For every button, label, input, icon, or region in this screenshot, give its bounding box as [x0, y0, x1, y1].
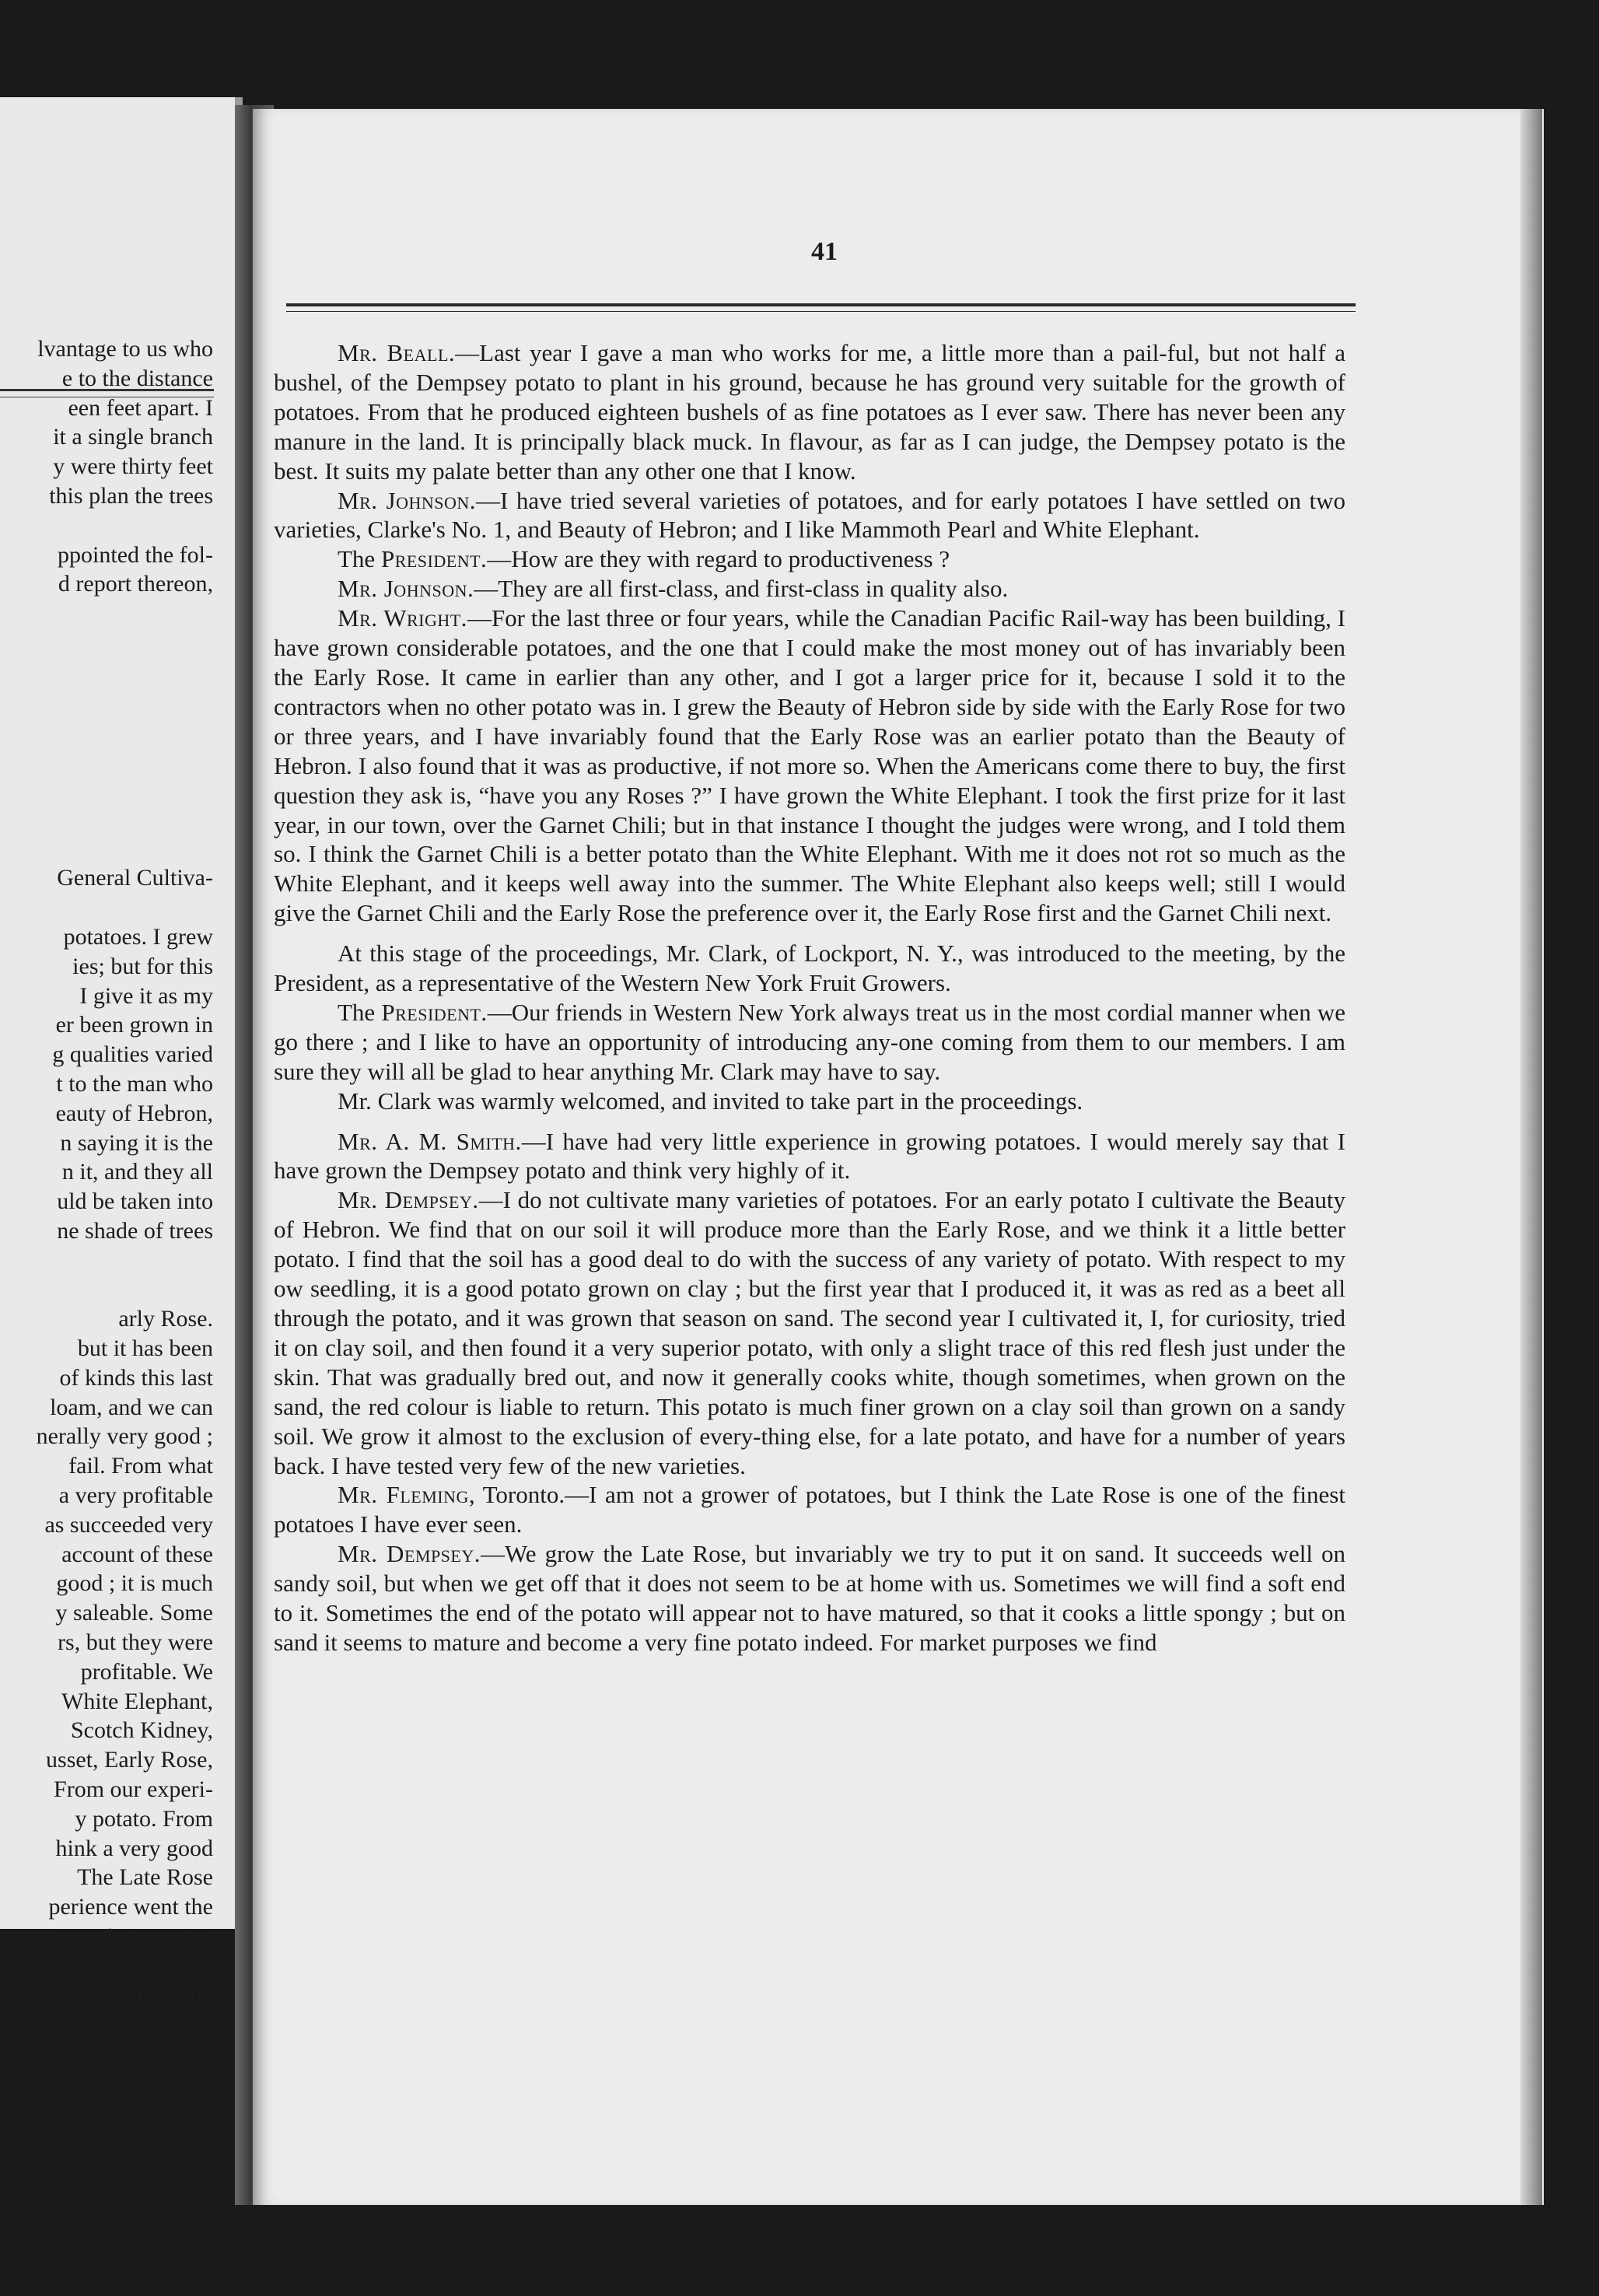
left-page-line: [0, 599, 213, 628]
left-page-line: as succeeded very: [44, 1511, 213, 1538]
left-page-line: [0, 775, 213, 805]
paragraph: [274, 1087, 1345, 1116]
paragraph-text: —Our friends in Western New York always treat us in the most cordial manner when we go there ; and I like to have an opportunity of introducing any-one coming from them to our members. I am sure they will all be glad to hear anything Mr. Clark may have to say.: [274, 998, 1345, 1085]
left-page-line: [0, 893, 213, 922]
left-page-line: arly Rose.: [118, 1306, 213, 1332]
page-edge: [1520, 109, 1542, 2205]
speaker-name: Mr. Dempsey.: [338, 1540, 481, 1568]
left-page-line: ies; but for this: [72, 953, 213, 979]
paragraph: [274, 998, 1345, 1087]
left-page-line: loam, and we can: [50, 1394, 213, 1420]
left-page-line: ne shade of trees: [57, 1217, 213, 1244]
left-page-line: [0, 805, 213, 835]
speaker-name: Mr. Johnson.: [338, 486, 477, 514]
left-page-line: Scotch Kidney,: [70, 1717, 213, 1744]
left-page-line: White Elephant,: [61, 1688, 213, 1714]
left-page-line: e to the distance: [61, 365, 213, 391]
paragraph: [274, 574, 1345, 604]
left-page-line: hink a very good: [55, 1835, 213, 1861]
left-page-line: fail. From what: [68, 1453, 213, 1479]
left-page-line: [0, 511, 213, 541]
speaker-name: Mr. Johnson.: [338, 575, 474, 603]
header-rule-thin: [286, 311, 1356, 312]
left-page: [0, 97, 243, 2038]
header-rule-thick: [286, 303, 1356, 306]
speaker-name: President.: [381, 998, 488, 1026]
paragraph: [274, 1127, 1345, 1186]
left-page-line: ng point country,: [54, 1923, 213, 1950]
paragraph-text: Mr. Clark was warmly welcomed, and invited to take part in the proceedings.: [338, 1087, 1083, 1115]
left-page-line: it a single branch: [53, 424, 213, 450]
speaker-name: Mr. Beall.: [338, 339, 456, 366]
left-page-line: account of these: [61, 1541, 213, 1567]
left-page-line: een feet apart. I: [68, 394, 213, 421]
left-page-line: ppointed the fol-: [58, 541, 213, 568]
speaker-name: Mr. Dempsey.: [338, 1186, 479, 1214]
paragraph: [274, 1539, 1345, 1657]
paragraph-text: —They are all first-class, and first-class in quality also.: [474, 575, 1009, 603]
paragraph: [274, 939, 1345, 998]
speaker-prefix: The: [338, 545, 381, 573]
left-page-line: General Cultiva-: [57, 865, 213, 891]
left-page-line: good ; it is much: [56, 1570, 213, 1597]
left-page-line: y potato. From: [75, 1805, 213, 1832]
left-page-line: [0, 716, 213, 746]
left-page-line: g qualities varied: [52, 1041, 213, 1068]
left-page-line: [0, 835, 213, 864]
left-page-line: usset, Early Rose,: [46, 1747, 213, 1773]
paragraph-text: —Last year I gave a man who works for me, a little more than a pail-ful, but not half a bushel, of the Dempsey potato to plant in his ground, because he has ground very suitable for the growth of potatoes. From that he produced eighteen bushels of as fine potatoes as I ever saw. There has never been any manure in the land. It is principally black muck. In flavour, as far as I can judge, the Dempsey potato is the best. It suits my palate better than any other one that I know.: [274, 339, 1346, 485]
left-page-line: I give it as my: [79, 982, 213, 1009]
left-page-line: profitable. We: [80, 1658, 213, 1685]
paragraph-text: At this stage of the proceedings, Mr. Clark, of Lockport, N. Y., was introduced to the meeting, by the President, as a representative of the Western New York Fruit Growers.: [274, 940, 1345, 997]
paragraph: [274, 338, 1345, 486]
left-page-line: perience went the: [48, 1894, 213, 1920]
paragraph-text: —I have had very little experience in growing potatoes. I would merely say that I have grown the Dempsey potato and think very highly of it.: [274, 1127, 1345, 1185]
left-page-line: y saleable. Some: [55, 1600, 213, 1626]
page-body: [274, 338, 1345, 1657]
left-page-line: [0, 628, 213, 658]
left-page-line: [0, 1246, 213, 1276]
paragraph-text: —For the last three or four years, while the Canadian Pacific Rail-way has been building, I have grown considerable potatoes, and the one that I could make the most money out of has invariably been the Early Rose. It came in earlier than any other, and I got a larger price for it, because I sold it to the contractors when no other potato was in. I grew the Beauty of Hebron side by side with the Early Rose for two or three years, and I have invariably found that the Early Rose was an earlier potato than the Beauty of Hebron. I also found that it was as productive, if not more so. When the Americans come there to buy, the first question they ask is, “have you any Roses ?” I have grown the White Elephant. I took the first prize for it last year, in our town, over the Garnet Chili; but in that instance I thought the judges were wrong, and I told them so. I think the Garnet Chili is a better potato than the White Elephant. With me it does not rot so much as the White Elephant, and it keeps well away into the summer. The White Elephant also keeps well; still I would give the Garnet Chili and the Early Rose the preference over it, the Early Rose first and the Garnet Chili next.: [274, 604, 1345, 927]
left-page-line: se we can go into.: [45, 2011, 213, 2038]
paragraph-text: —I have tried several varieties of potatoes, and for early potatoes I have settled on two varieties, Clarke's No. 1, and Beauty of Hebron; and I like Mammoth Pearl and White Elephant.: [274, 486, 1345, 544]
left-page-line: t to the man who: [56, 1070, 213, 1097]
paragraph-text: —How are they with regard to productiveness ?: [487, 545, 950, 573]
paragraph: [274, 544, 1345, 574]
left-page-line: [0, 1276, 213, 1305]
paragraph-text: —I do not cultivate many varieties of potatoes. For an early potato I cultivate the Beauty of Hebron. We find that on our soil it will produce more than the Early Rose, and we think it a little better potato. I find that the soil has a good deal to do with the success of any variety of potato. With respect to my ow seedling, it is a good potato grown on clay ; but the first year that I produced it, it was as red as a beet all through the potato, and it was grown that season on sand. The second year I cultivated it, I, for curiosity, tried it on clay soil, and then found it a very superior potato, with only a slight trace of this red flesh just under the skin. That was gradually bred out, and now it generally cooks white, though sometimes, when grown on the sand, the red colour is liable to return. This potato is much finer grown on a clay soil than grown on a sandy soil. We grow it almost to the exclusion of every-thing else, for a late potato, and have for a number of years back. I have tested very few of the new varieties.: [274, 1186, 1346, 1479]
speaker-name: Mr. Wright.: [338, 604, 467, 632]
left-page-line: [0, 658, 213, 688]
left-page-line: y were thirty feet: [53, 453, 213, 480]
left-page-line: crop to cultivate,: [55, 1982, 213, 2008]
left-page-line: n it, and they all: [61, 1159, 213, 1185]
left-page-line: a very profitable: [58, 1482, 213, 1509]
left-page-line: The Late Rose: [77, 1864, 213, 1891]
speaker-prefix: The: [338, 998, 382, 1026]
left-page-line: uld be taken into: [57, 1188, 213, 1215]
left-page-line: of kinds this last: [59, 1364, 213, 1391]
left-page-line: n saying it is the: [60, 1129, 213, 1156]
paragraph-text: —We grow the Late Rose, but invariably we try to put it on sand. It succeeds well on sandy soil, but when we get off that it does not seem to be at home with us. Sometimes we will find a soft end to it. Sometimes the end of the potato will appear not to have matured, so that it cooks a little spongy ; but on sand it seems to mature and become a very fine potato indeed. For market purposes we find: [274, 1540, 1346, 1656]
speaker-name: President.: [380, 545, 488, 573]
speaker-name: Mr. Fleming: [338, 1481, 469, 1509]
left-page-line: eauty of Hebron,: [55, 1100, 213, 1126]
left-page-line: but it has been: [77, 1335, 213, 1362]
page-number: 41: [811, 237, 838, 266]
left-page-line: er been grown in: [55, 1012, 213, 1038]
paragraph: [274, 604, 1345, 928]
left-page-line: rs, but they were: [58, 1629, 213, 1656]
left-page-line: d report thereon,: [58, 571, 213, 597]
left-page-line: [0, 746, 213, 775]
left-page-line: we find potatoes: [58, 1952, 213, 1979]
paragraph: [274, 1185, 1345, 1480]
left-page-line: potatoes. I grew: [63, 923, 213, 950]
left-page-line: nerally very good ;: [36, 1423, 213, 1450]
left-page-text: [0, 334, 213, 2039]
paragraph-text: , Toronto.—I am not a grower of potatoes, but I think the Late Rose is one of the finest potatoes I have ever seen.: [274, 1481, 1345, 1538]
paragraph: [274, 486, 1345, 545]
left-page-line: From our experi-: [54, 1776, 213, 1803]
left-page-line: lvantage to us who: [37, 336, 213, 362]
speaker-name: Mr. A. M. Smith.: [338, 1127, 522, 1155]
paragraph: [274, 1480, 1345, 1539]
left-page-line: [0, 688, 213, 717]
left-page-line: this plan the trees: [49, 482, 213, 509]
